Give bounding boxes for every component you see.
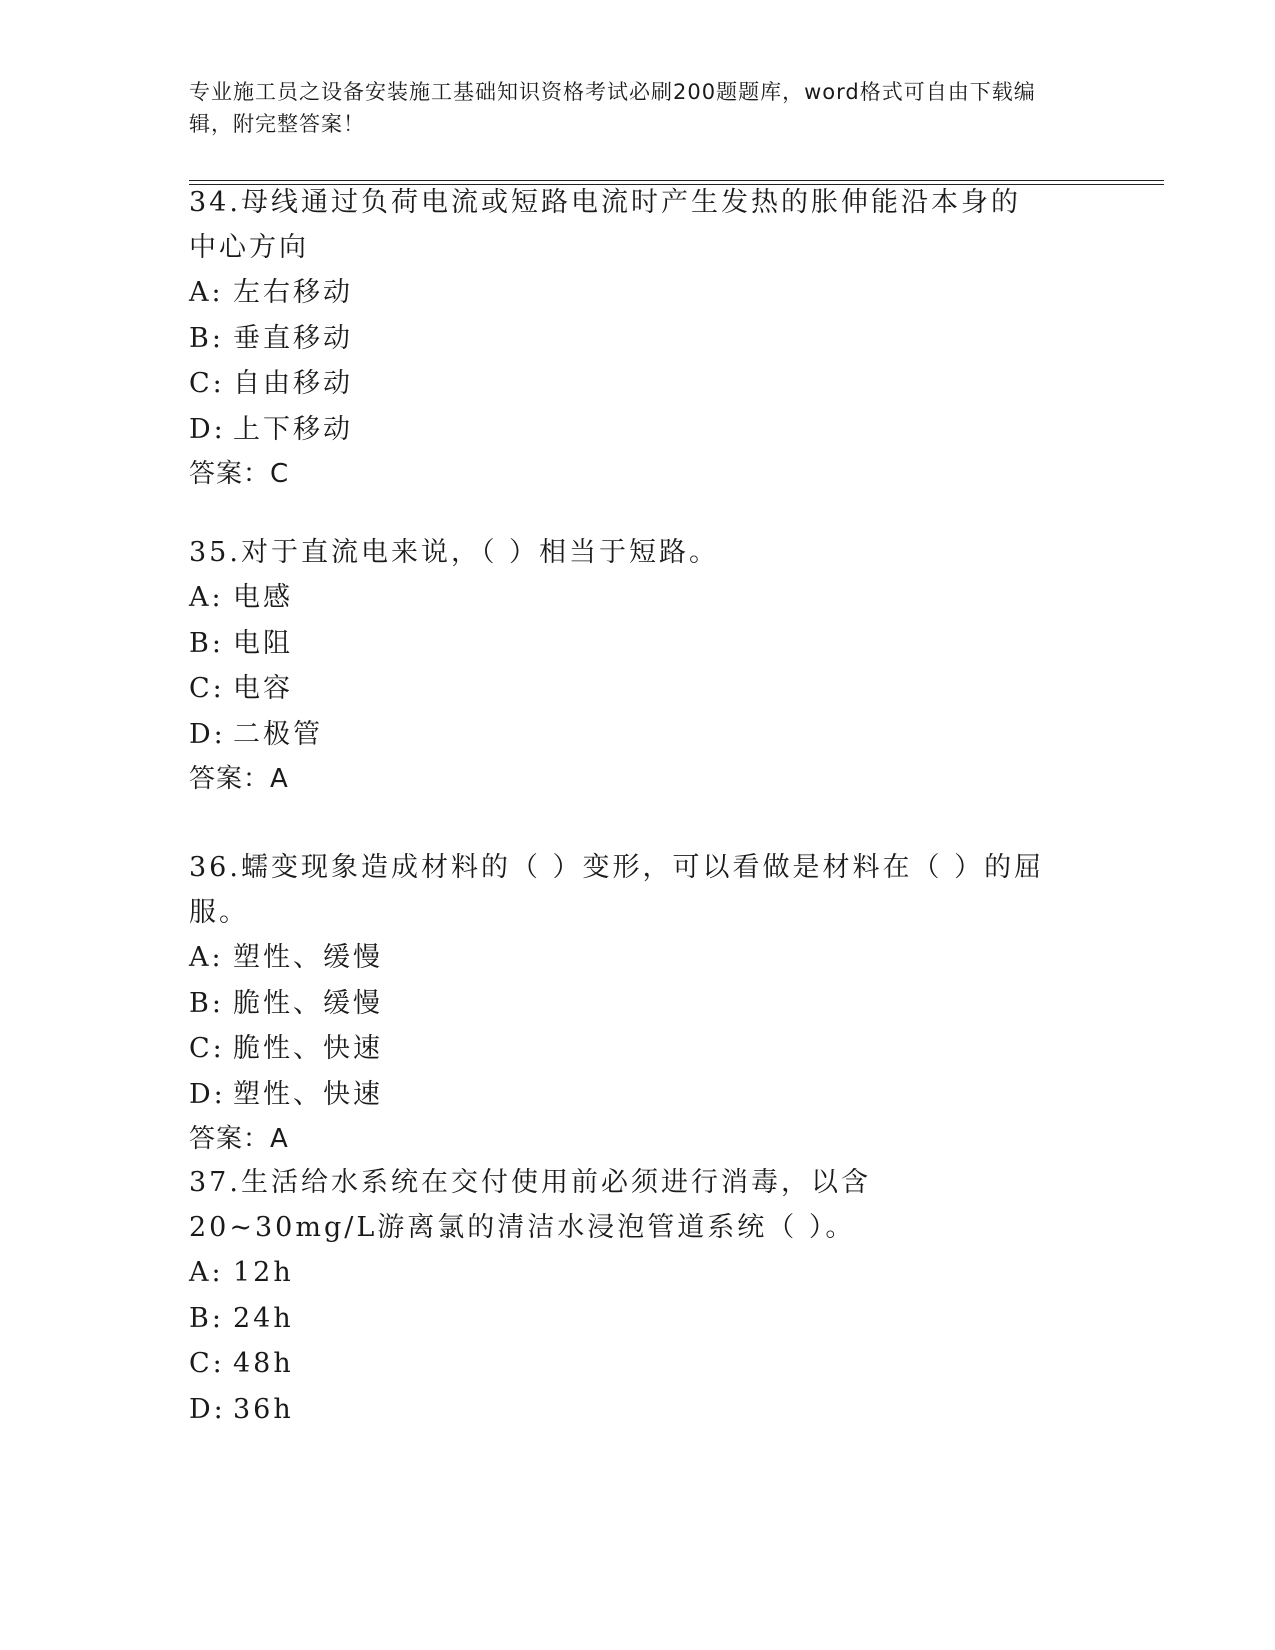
option-key: A: [189, 1257, 224, 1288]
option-text: 48h [233, 1348, 294, 1379]
option-text: 36h [233, 1393, 294, 1425]
option-c [189, 1026, 1089, 1072]
option-d [189, 712, 1089, 758]
option-text: 自由移动 [233, 368, 353, 399]
answer-line: 答案：C [189, 459, 290, 489]
option-c [189, 666, 1089, 712]
option-d [189, 1072, 1089, 1118]
option-key: C: [189, 1033, 225, 1064]
option-key: D: [189, 1393, 226, 1425]
option-key: B: [189, 322, 224, 354]
option-text: 塑性、缓慢 [233, 942, 383, 973]
option-b [189, 981, 1089, 1027]
option-text: 12h [233, 1257, 294, 1288]
option-text: 电容 [233, 673, 293, 704]
option-text: 二极管 [233, 718, 323, 750]
option-key: C: [189, 673, 225, 704]
question-36 [189, 845, 1089, 1162]
option-text: 电阻 [233, 627, 293, 659]
question-stem: 34.母线通过负荷电流或短路电流时产生发热的胀伸能沿本身的中心方向 [189, 187, 1021, 263]
question-stem: 37.生活给水系统在交付使用前必须进行消毒，以含20~30mg/L游离氯的清洁水浸泡管道系统（ ）。 [189, 1167, 871, 1243]
question-34 [189, 180, 1089, 497]
option-key: A: [189, 942, 224, 973]
answer-line: 答案：A [189, 764, 289, 794]
option-key: A: [189, 582, 224, 613]
option-text: 电感 [233, 582, 293, 613]
option-text: 塑性、快速 [233, 1078, 383, 1110]
option-b [189, 621, 1089, 667]
option-key: C: [189, 1348, 225, 1379]
option-d [189, 407, 1089, 453]
question-37 [189, 1160, 1089, 1432]
document-header: 专业施工员之设备安装施工基础知识资格考试必刷200题题库，word格式可自由下载编辑，附完整答案！ [189, 80, 1036, 136]
question-stem: 36.蠕变现象造成材料的（ ）变形，可以看做是材料在（ ）的屈服。 [189, 852, 1045, 928]
option-key: C: [189, 368, 225, 399]
option-key: D: [189, 413, 226, 445]
option-text: 左右移动 [233, 277, 353, 308]
option-text: 上下移动 [233, 413, 353, 445]
option-b [189, 1296, 1089, 1342]
option-c [189, 1341, 1089, 1387]
question-35 [189, 530, 1089, 802]
question-stem: 35.对于直流电来说，（ ）相当于短路。 [189, 537, 720, 568]
option-a [189, 270, 1089, 316]
option-c [189, 361, 1089, 407]
option-a [189, 935, 1089, 981]
option-text: 垂直移动 [233, 322, 353, 354]
option-b [189, 316, 1089, 362]
option-key: D: [189, 718, 226, 750]
option-key: D: [189, 1078, 226, 1110]
answer-line: 答案：A [189, 1124, 289, 1154]
option-d [189, 1387, 1089, 1433]
option-a [189, 1250, 1089, 1296]
option-key: A: [189, 277, 224, 308]
option-key: B: [189, 987, 224, 1019]
option-key: B: [189, 1302, 224, 1334]
option-key: B: [189, 627, 224, 659]
option-text: 脆性、快速 [233, 1033, 383, 1064]
option-a [189, 575, 1089, 621]
option-text: 脆性、缓慢 [233, 987, 383, 1019]
option-text: 24h [233, 1302, 294, 1334]
